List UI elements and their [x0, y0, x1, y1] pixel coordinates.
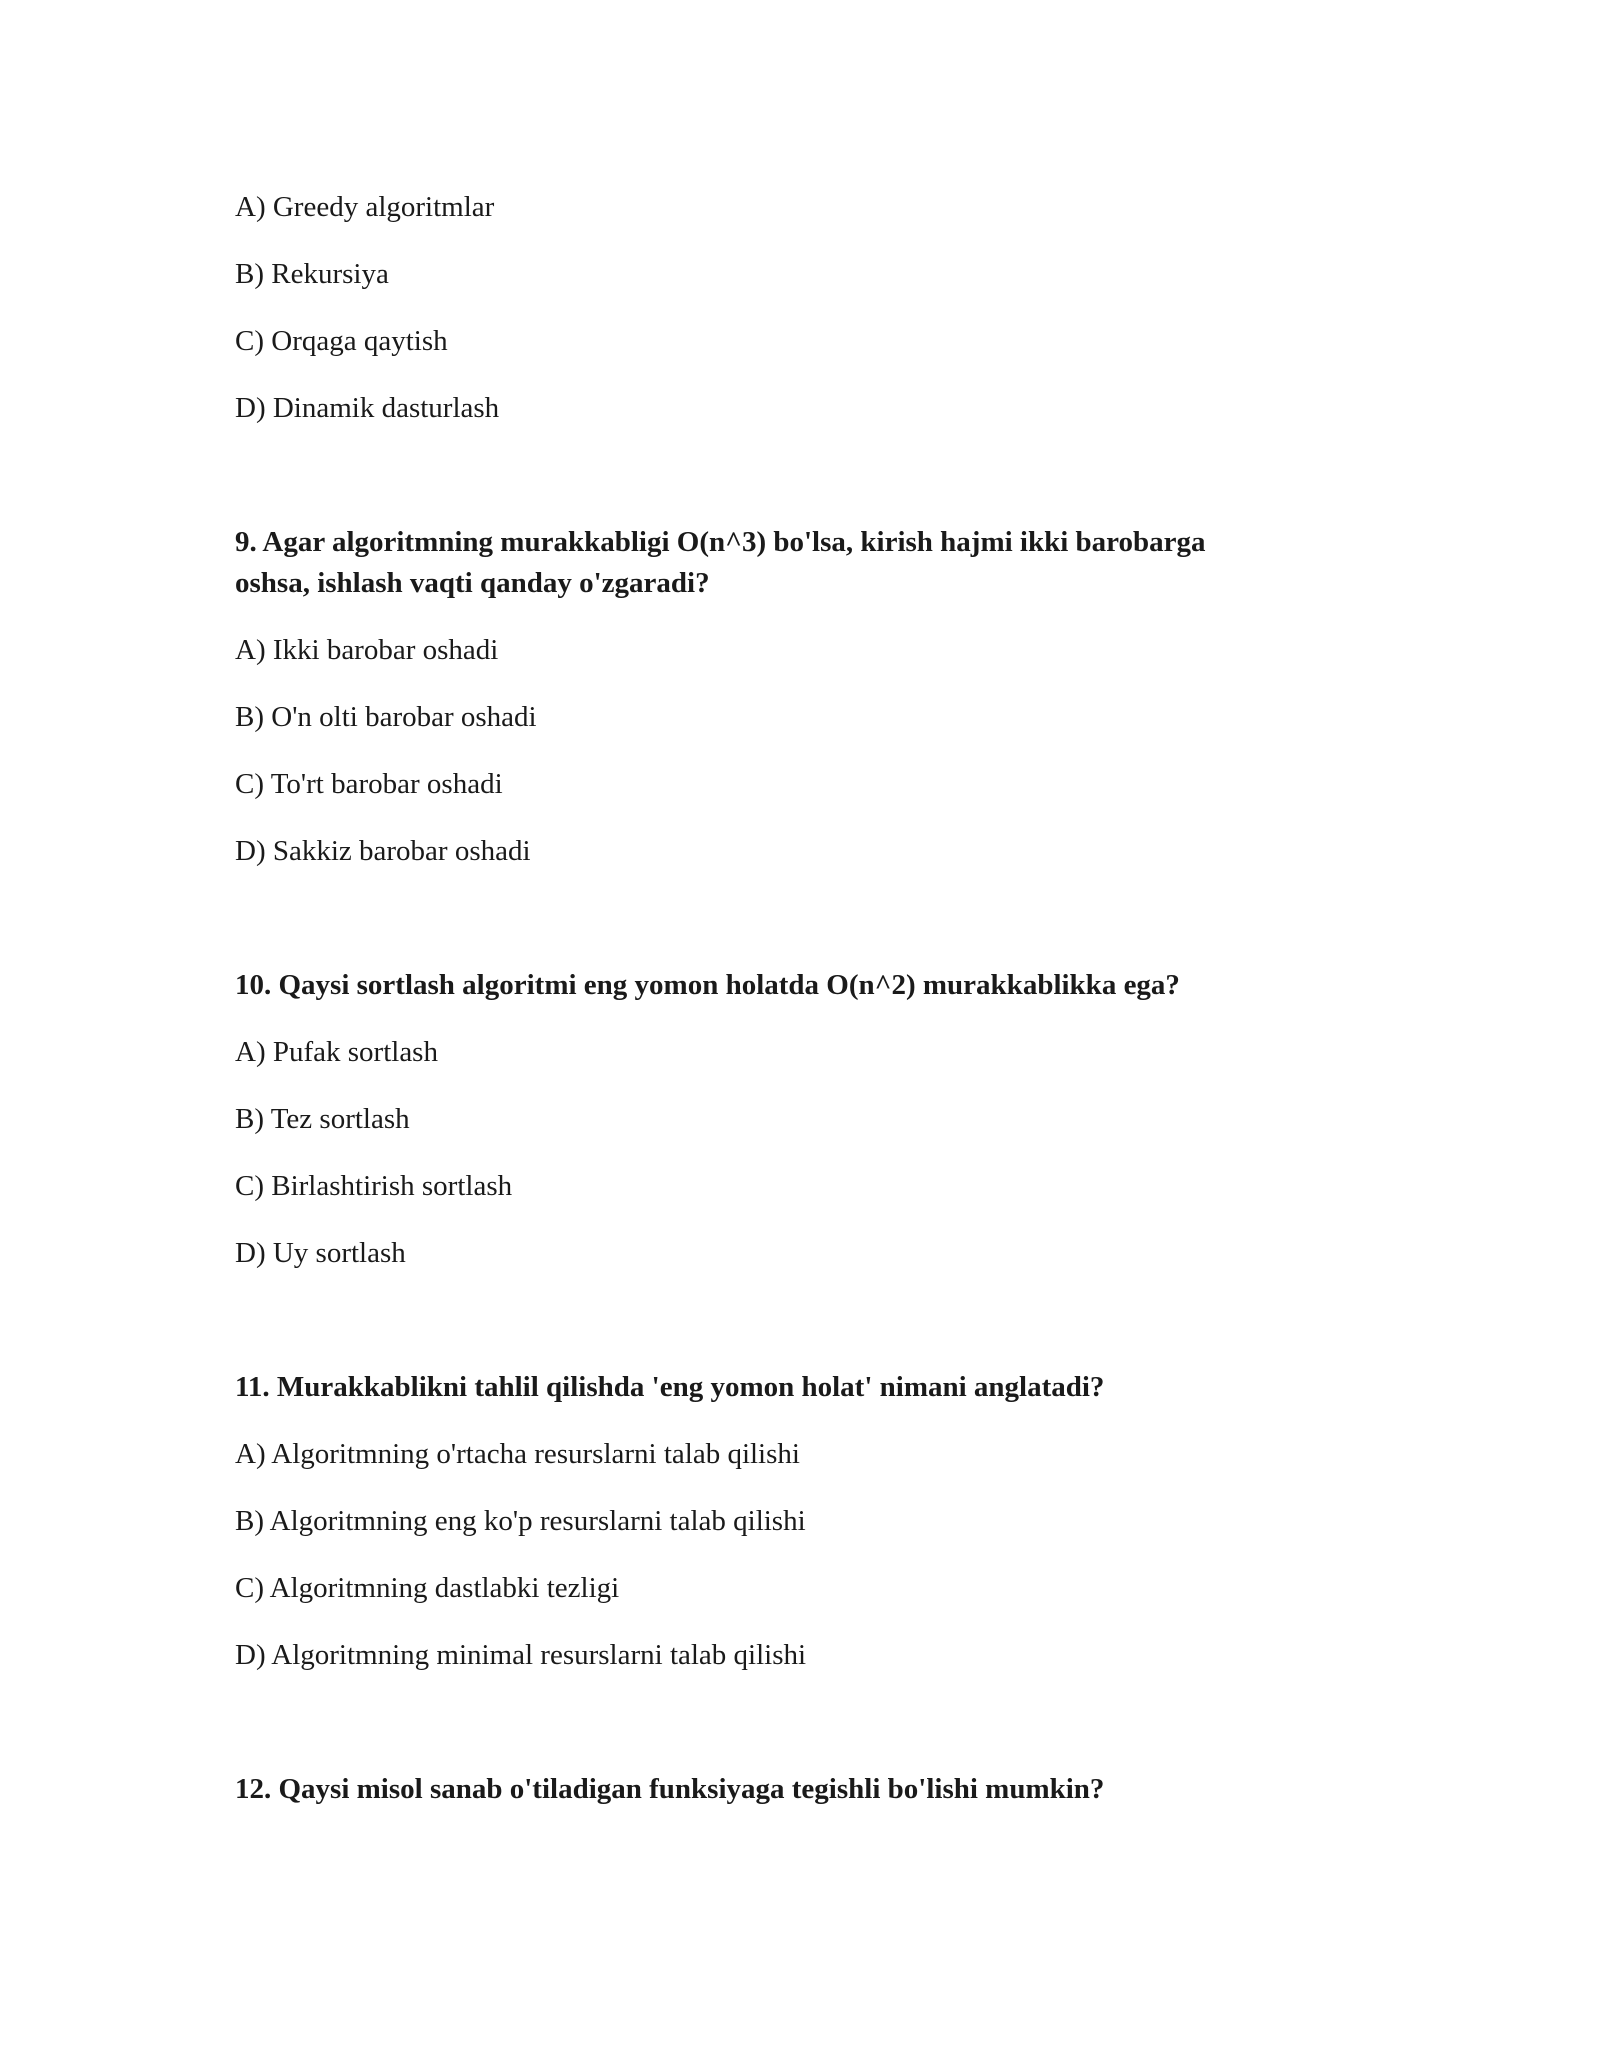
question-11-option-c: C) Algoritmning dastlabki tezligi [235, 1572, 620, 1604]
prev-question-option-b: B) Rekursiya [235, 258, 389, 290]
prev-question-option-c: C) Orqaga qaytish [235, 325, 448, 357]
question-10-option-d: D) Uy sortlash [235, 1237, 406, 1269]
question-9-option-d: D) Sakkiz barobar oshadi [235, 835, 531, 867]
prev-question-option-a: A) Greedy algoritmlar [235, 191, 495, 223]
question-11-title: 11. Murakkablikni tahlil qilishda 'eng yomon holat' nimani anglatadi? [235, 1371, 1105, 1403]
question-9-option-c: C) To'rt barobar oshadi [235, 768, 503, 800]
prev-question-option-d: D) Dinamik dasturlash [235, 392, 500, 424]
question-9-title-cont: oshsa, ishlash vaqti qanday o'zgaradi? [235, 567, 710, 599]
question-10-option-c: C) Birlashtirish sortlash [235, 1170, 513, 1202]
question-10-option-b: B) Tez sortlash [235, 1103, 410, 1135]
question-11-option-a: A) Algoritmning o'rtacha resurslarni talab qilishi [235, 1438, 800, 1470]
question-9-option-b: B) O'n olti barobar oshadi [235, 701, 537, 733]
question-11-option-d: D) Algoritmning minimal resurslarni talab qilishi [235, 1639, 807, 1671]
question-10-title: 10. Qaysi sortlash algoritmi eng yomon holatda O(n^2) murakkablikka ega? [235, 969, 1180, 1001]
question-12-title: 12. Qaysi misol sanab o'tiladigan funksiyaga tegishli bo'lishi mumkin? [235, 1773, 1105, 1805]
question-10-option-a: A) Pufak sortlash [235, 1036, 438, 1068]
question-9-title: 9. Agar algoritmning murakkabligi O(n^3) bo'lsa, kirish hajmi ikki barobarga [235, 526, 1206, 558]
question-11-option-b: B) Algoritmning eng ko'p resurslarni talab qilishi [235, 1505, 806, 1537]
question-9-option-a: A) Ikki barobar oshadi [235, 634, 499, 666]
